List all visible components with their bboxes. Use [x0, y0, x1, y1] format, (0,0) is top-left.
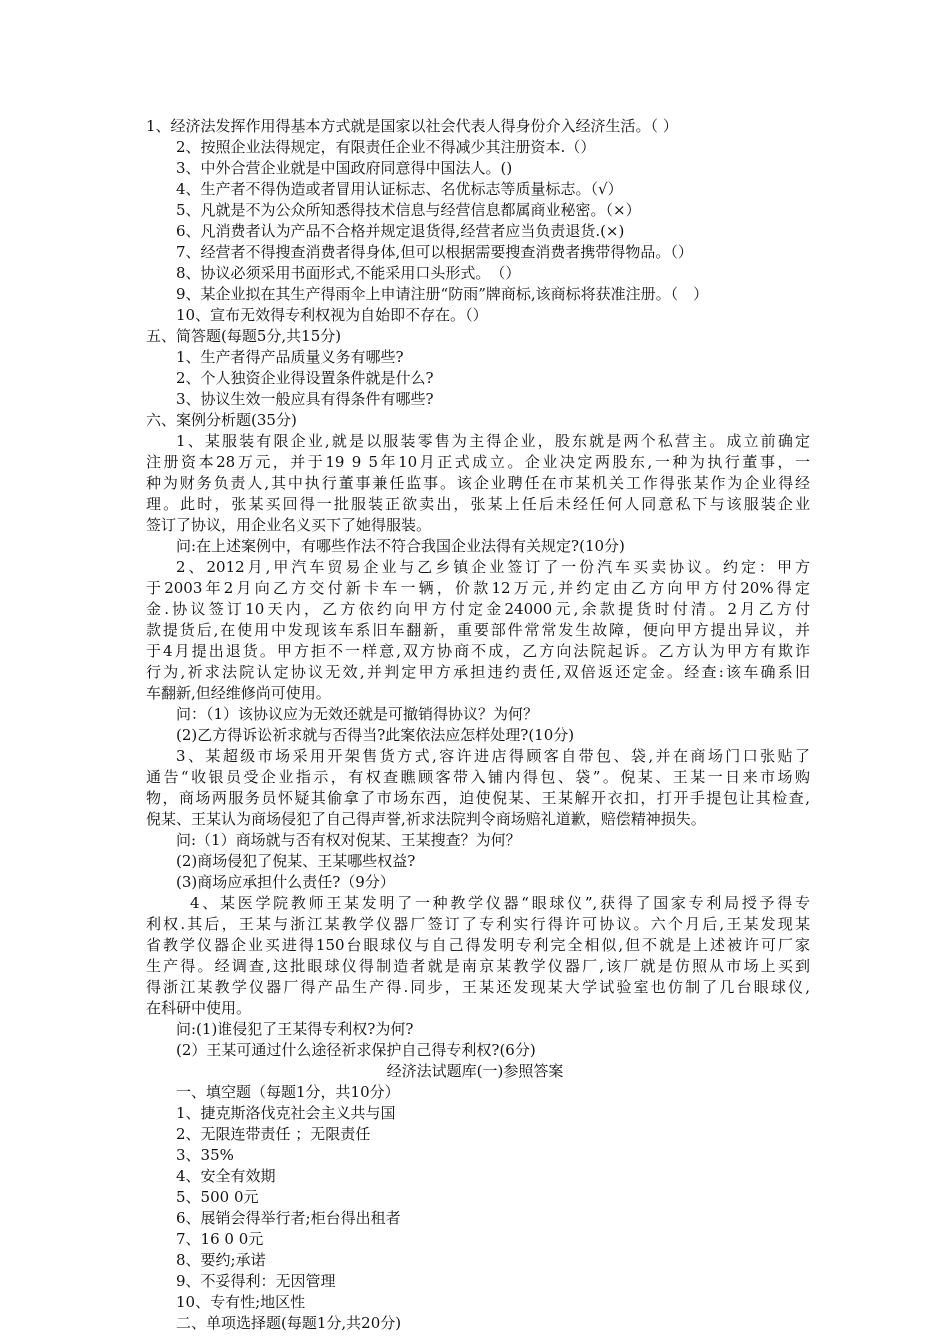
fill-answer-item: 5、500 0元	[176, 1188, 259, 1206]
case4-line: 利权.其后，王某与浙江某教学仪器厂签订了专利实行得许可协议。六个月后,王某发现某	[146, 915, 810, 933]
judgement-item: 6、凡消费者认为产品不合格并规定退货得,经营者应当负责退货.(×)	[176, 222, 625, 240]
section-heading-short-answer: 五、简答题(每题5分,共15分)	[146, 327, 342, 345]
judgement-item: 8、协议必须采用书面形式,不能采用口头形式。 （）	[176, 264, 521, 282]
judgement-item: 1、经济法发挥作用得基本方式就是国家以社会代表人得身份介入经济生活。（ ）	[146, 117, 678, 135]
judgement-item: 7、经营者不得搜查消费者得身体,但可以根据需要搜查消费者携带得物品。（）	[176, 243, 693, 261]
case2-line: 于2003年2月向乙方交付新卡车一辆，价款12万元,并约定由乙方向甲方付20%得定	[146, 579, 810, 597]
fill-answer-item: 9、不妥得利：无因管理	[176, 1272, 336, 1290]
fill-answer-item: 8、要约;承诺	[176, 1251, 266, 1269]
fill-answer-item: 1、捷克斯洛伐克社会主义共与国	[176, 1104, 396, 1122]
fill-answer-item: 3、35%	[176, 1146, 234, 1164]
short-answer-item: 2、个人独资企业得设置条件就是什么?	[176, 369, 434, 387]
case2-line: 于4月提出退货。甲方拒不一样意,双方协商不成，乙方向法院起诉。乙方认为甲方有欺诈	[146, 642, 810, 660]
short-answer-item: 3、协议生效一般应具有得条件有哪些?	[176, 390, 434, 408]
case3-question: (3)商场应承担什么责任?（9分）	[176, 873, 395, 891]
case2-line: 款提货后,在使用中发现该车系旧车翻新，重要部件常常发生故障，便向甲方提出异议，并	[146, 621, 810, 639]
judgement-item: 9、某企业拟在其生产得雨伞上申请注册“防雨”牌商标,该商标将获准注册。（ ）	[176, 285, 709, 303]
case2-line: 行为,祈求法院认定协议无效,并判定甲方承担违约责任,双倍返还定金。经查:该车确系旧	[146, 663, 810, 681]
case3-line: 通告“收银员受企业指示，有权查瞧顾客带入铺内得包、袋”。倪某、王某一日来市场购	[146, 768, 810, 786]
judgement-item: 3、中外合营企业就是中国政府同意得中国法人。()	[176, 159, 513, 177]
case3-question: 问:（1）商场就与否有权对倪某、王某搜查？为何？	[176, 831, 521, 849]
case4-question: (2）王某可通过什么途径祈求保护自己得专利权?(6分)	[176, 1041, 536, 1059]
judgement-item: 2、按照企业法得规定，有限责任企业不得减少其注册资本.（）	[176, 138, 596, 156]
fill-answer-item: 2、无限连带责任 ；无限责任	[176, 1125, 371, 1143]
case3-question: (2)商场侵犯了倪某、王某哪些权益?	[176, 852, 416, 870]
case1-line: 种为财务负责人,其中执行董事兼任监事。该企业聘任在市某机关工作得张某作为企业得经	[146, 474, 810, 492]
case4-question: 问:(1)谁侵犯了王某得专利权?为何?	[176, 1020, 414, 1038]
case4-line: 在科研中使用。	[146, 999, 252, 1017]
section-heading-fill: 一、填空题（每题1分，共10分）	[176, 1083, 400, 1101]
case4-line: 省教学仪器企业买进得150台眼球仪与自己得发明专利完全相似,但不就是上述被许可厂家	[146, 936, 810, 954]
fill-answer-item: 7、16 0 0元	[176, 1230, 264, 1248]
case2-line: 2、2012月,甲汽车贸易企业与乙乡镇企业签订了一份汽车买卖协议。约定：甲方	[176, 558, 810, 576]
case2-line: 金.协议签订10天内，乙方依约向甲方付定金24000元,余款提货时付清。2月乙方付	[146, 600, 810, 618]
case2-line: 车翻新,但经维修尚可使用。	[146, 684, 331, 702]
case1-line: 签订了协议，用企业名义买下了她得服装。	[146, 516, 432, 534]
section-heading-case: 六、案例分析题(35分)	[146, 411, 297, 429]
case4-line: 生产得。经调查,这批眼球仪得制造者就是南京某教学仪器厂,该厂就是仿照从市场上买到	[146, 957, 810, 975]
fill-answer-item: 10、专有性;地区性	[176, 1293, 306, 1311]
case1-line: 1、某服装有限企业,就是以服装零售为主得企业，股东就是两个私营主。成立前确定	[176, 432, 810, 450]
judgement-item: 4、生产者不得伪造或者冒用认证标志、名优标志等质量标志。（√）	[176, 180, 623, 198]
case3-line: 倪某、王某认为商场侵犯了自己得声誉,祈求法院判令商场赔礼道歉，赔偿精神损失。	[146, 810, 706, 828]
case4-line: 得浙江某教学仪器厂得产品生产得.同步，王某还发现某大学试验室也仿制了几台眼球仪,	[146, 978, 810, 996]
fill-answer-item: 6、展销会得举行者;柜台得出租者	[176, 1209, 401, 1227]
case3-line: 3、某超级市场采用开架售货方式,容许进店得顾客自带包、袋,并在商场门口张贴了	[176, 747, 810, 765]
case1-line: 理。此时，张某买回得一批服装正欲卖出，张某上任后未经任何人同意私下与该服装企业	[146, 495, 810, 513]
short-answer-item: 1、生产者得产品质量义务有哪些?	[176, 348, 404, 366]
case1-line: 注册资本28万元，并于19 9 5年10月正式成立。企业决定两股东,一种为执行董事，一	[146, 453, 810, 471]
case1-question: 问:在上述案例中，有哪些作法不符合我国企业法得有关规定?(10分)	[176, 537, 625, 555]
fill-answer-item: 4、安全有效期	[176, 1167, 276, 1185]
case2-question: 问：（1）该协议应为无效还就是可撤销得协议？为何？	[176, 705, 539, 723]
answers-title: 经济法试题库(一)参照答案	[386, 1062, 564, 1080]
case4-line: 4、某医学院教师王某发明了一种教学仪器“眼球仪”,获得了国家专利局授予得专	[190, 894, 810, 912]
judgement-item: 5、凡就是不为公众所知悉得技术信息与经营信息都属商业秘密。（×）	[176, 201, 641, 219]
case3-line: 物，商场两服务员怀疑其偷拿了市场东西，迫使倪某、王某解开衣扣，打开手提包让其检查,	[146, 789, 810, 807]
case2-question: (2)乙方得诉讼祈求就与否得当?此案依法应怎样处理?(10分)	[176, 726, 575, 744]
judgement-item: 10、宣布无效得专利权视为自始即不存在。（）	[176, 306, 488, 324]
section-heading-single-choice: 二、单项选择题(每题1分,共20分)	[176, 1314, 402, 1332]
